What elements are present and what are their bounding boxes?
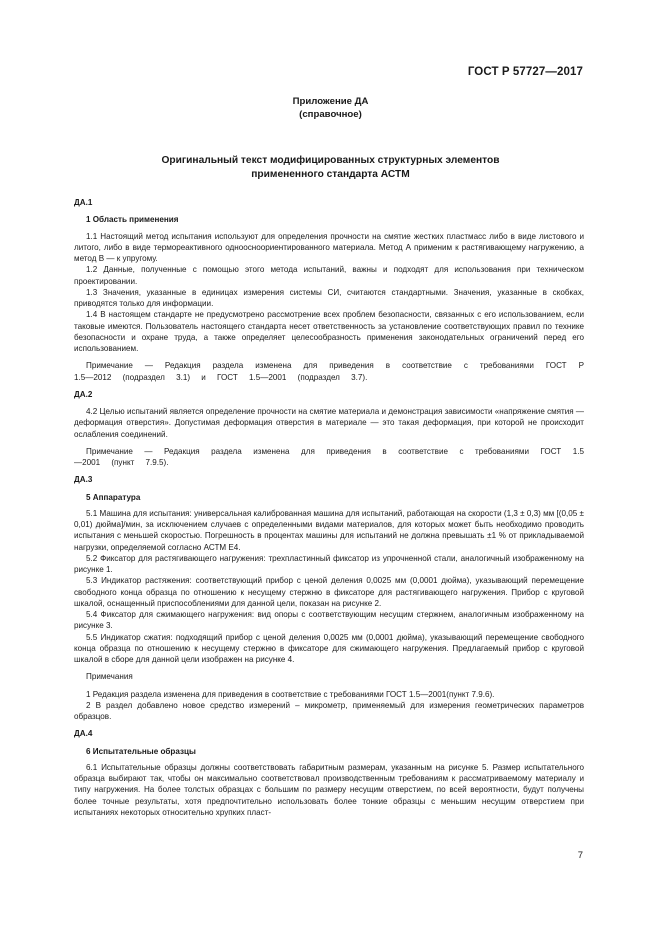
body-paragraph: 1.1 Настоящий метод испытания используют для определения прочности на смятие жестких пластмасс либо в виде листового и литого, либо в виде термореактивного однооснoориентированного материала. Метод А применим к растягивающему нагружению, а метод В — к упругому. [74, 231, 584, 263]
note-paragraph: Примечания [86, 672, 133, 682]
section-title-line-2: примененного стандарта АСТМ [251, 169, 410, 180]
section-title-line-1: Оригинальный текст модифицированных структурных элементов [161, 155, 500, 166]
document-body [74, 191, 584, 818]
body-paragraph: 1 Редакция раздела изменена для приведения в соответствие с требованиями ГОСТ 1.5—2001(пункт 7.9.6). [86, 689, 495, 699]
section-marker: ДА.4 [74, 729, 93, 739]
appendix-title: Приложение ДА [292, 96, 369, 107]
body-paragraph: 4.2 Целью испытаний является определение прочности на смятие материала и демонстрация зависимости «напряжение смятия — деформация отверстия». Допустимая деформация отверстия в материале — это такая деформация, при которой не происходит ослабления соединений. [74, 407, 585, 439]
body-paragraph: 1.3 Значения, указанные в единицах измерения системы СИ, считаются стандартными. Значения, указанные в скобках, приводятся только для информации. [74, 287, 584, 308]
body-paragraph: 6.1 Испытательные образцы должны соответствовать габаритным размерам, указанным на рисунке 5. Размер испытательного образца выбирают так, чтобы он максимально соответствовал производственным требованиям к рассматриваемому материалу и типу нагружения. На более толстых образцах с большим по размеру несущим отверстием, по всей вероятности, будут получены более точные результаты, хотя предпочтительно использовать более тонкие образцы с меньшим несущим отверстием при испытаниях некоторых относительно хрупких пласт- [74, 762, 584, 817]
section-heading: 1 Область применения [86, 215, 179, 225]
body-paragraph: 1.2 Данные, полученные с помощью этого метода испытаний, важны и подходят для использования при техническом проектировании. [74, 265, 584, 286]
body-paragraph: 5.3 Индикатор растяжения: соответствующий прибор с ценой деления 0,0025 мм (0,0001 дюйма), указывающий перемещение свободного конца образца по отношению к несущему стержню в фиксаторе для растягивающего нагружения. Прибор с круговой шкалой, оснащенный приспособлениями для данной цели, показан на рисунке 2. [74, 576, 584, 608]
body-paragraph: 5.4 Фиксатор для сжимающего нагружения: вид опоры с соответствующим несущим стержнем, аналогичным изображенному на рисунке 3. [74, 610, 584, 631]
section-marker: ДА.2 [74, 389, 93, 399]
body-paragraph: 1.4 В настоящем стандарте не предусмотрено рассмотрение всех проблем безопасности, связанных с его использованием, если таковые имеются. Пользователь настоящего стандарта несет ответственность за установление соответствующих правил по технике безопасности и охране труда, а также определяет целесообразность применения законодательных ограничений перед его использованием. [74, 310, 584, 353]
appendix-subtitle: (справочное) [299, 109, 362, 120]
body-paragraph: 2 В раздел добавлено новое средство измерений – микрометр, применяемый для измерения геометрических параметров образцов. [74, 700, 584, 721]
note-paragraph: Примечание — Редакция раздела изменена для приведения в соответствие с требованиями ГОСТ Р 1.5—2012 (подраздел 3.1) и ГОСТ 1.5—2001 (подраздел 3.7). [74, 361, 584, 382]
section-marker: ДА.3 [74, 475, 93, 485]
page-number: 7 [577, 850, 583, 861]
section-heading: 6 Испытательные образцы [86, 746, 196, 756]
body-paragraph: 5.1 Машина для испытания: универсальная калиброванная машина для испытаний, работающая на скорости (1,3 ± 0,3) мм [(0,05 ± 0,01) дюйма]/мин, за исключением случаев с определенными видами материалов, для которых может быть необходимо проводить испытания с меньшей скоростью. Погрешность в процентах машины для испытаний не должна превышать ±1 % от прикладываемой нагрузки, определяемой согласно АСТМ Е4. [74, 508, 584, 552]
section-marker: ДА.1 [74, 198, 93, 207]
document-header: ГОСТ Р 57727—2017 [467, 66, 583, 78]
note-paragraph: Примечание — Редакция раздела изменена для приведения в соответствие с требованиями ГОСТ 1.5—2001 (пункт 7.9.5). [74, 446, 584, 467]
section-heading: 5 Аппаратура [86, 492, 141, 502]
body-paragraph: 5.2 Фиксатор для растягивающего нагружения: трехпластинный фиксатор из упрочненной стали, аналогичный изображенному на рисунке 1. [74, 553, 584, 574]
body-paragraph: 5.5 Индикатор сжатия: подходящий прибор с ценой деления 0,0025 мм (0,0001 дюйма), указывающий перемещение свободного конца образца по отношению к несущему стержню в фиксаторе для сжимающего нагружения. Предлагаемый прибор с круговой шкалой в сборе для данной цели изображен на рисунке 4. [74, 632, 584, 664]
